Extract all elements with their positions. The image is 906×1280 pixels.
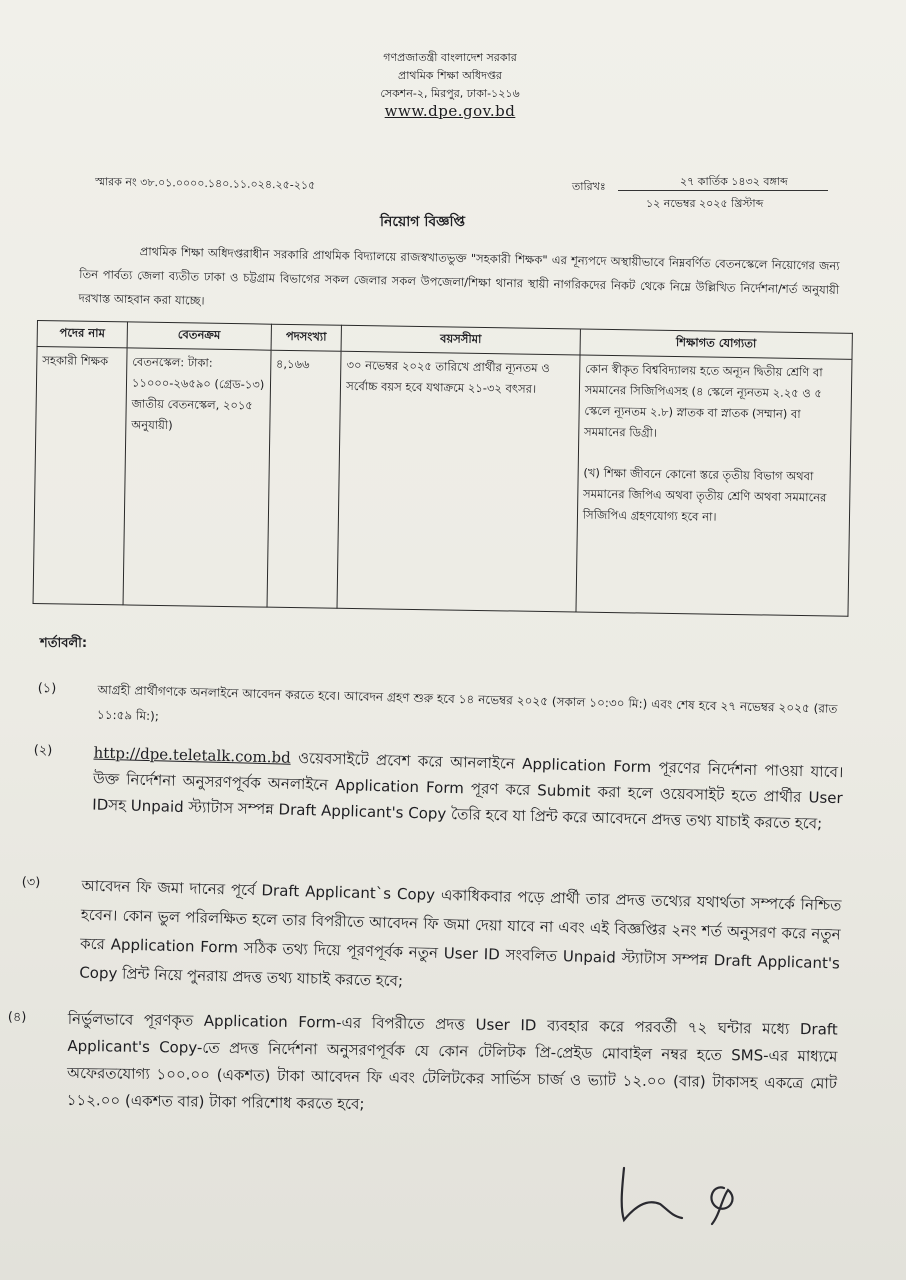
header-website: www.dpe.gov.bd	[384, 102, 516, 120]
condition-item	[7, 1005, 838, 1113]
condition-text: আগ্রহী প্রার্থীগণকে অনলাইনে আবেদন করতে হবে। আবেদন গ্রহণ শুরু হবে ১৪ নভেম্বর ২০২৫ (সকাল ১০:৩০ মি:) এবং শেষ হবে ২৭ নভেম্বর ২০২৫ (রাত ১১:৫৯ মি:);	[96, 682, 838, 724]
recruitment-table	[33, 320, 853, 617]
col-header-post: পদের নাম	[37, 321, 127, 348]
header-address: সেকশন-২, মিরপুর, ঢাকা-১২১৬	[380, 87, 520, 100]
condition-text: ওয়েবসাইটে প্রবেশ করে আনলাইনে Application Form পূরণের নির্দেশনা পাওয়া যাবে। উক্ত নির্দেশনা অনুসরণপূর্বক অনলাইনে Application Form পূরণ করে Submit করা হলে ওয়েবসাইট হতে প্রার্থীর User IDসহ Unpaid স্ট্যাটাস সম্পন্ন Draft Applicant's Copy তৈরি হবে যা প্রিন্ট করে আবেদনে প্রদত্ত তথ্য যাচাই করতে হবে;	[92, 748, 844, 833]
header-government: গণপ্রজাতন্ত্রী বাংলাদেশ সরকার	[383, 51, 517, 64]
condition-text: নির্ভুলভাবে পূরণকৃত Application Form-এর বিপরীতে প্রদত্ত User ID ব্যবহার করে পরবর্তী ৭২ ঘন্টার মধ্যে Draft Applicant's Copy-তে প্রদত্ত নির্দেশনা অনুসরণপূর্বক যে কোন টেলিটক প্রি-প্রেইড মোবাইল নম্বর হতে SMS-এর মাধ্যমে অফেরতযোগ্য ১০০.০০ (একশত) টাকা আবেদন ফি এবং টেলিটকের সার্ভিস চার্জ ও ভ্যাট ১২.০০ (বার) টাকাসহ একত্রে মোট ১১২.০০ (একশত বার) টাকা পরিশোধ করতে হবে;	[66, 1009, 838, 1113]
header-directorate: প্রাথমিক শিক্ষা অধিদপ্তর	[398, 69, 502, 82]
memo-reference: স্মারক নং ৩৮.০১.০০০০.১৪০.১১.০২৪.২৫-২১৫	[94, 175, 316, 192]
col-header-age-limit: বয়সসীমা	[341, 325, 580, 355]
signature	[612, 1158, 752, 1228]
condition-item	[37, 676, 838, 724]
condition-item	[21, 870, 842, 991]
col-header-qualification: শিক্ষাগত যোগ্যতা	[580, 329, 853, 359]
condition-number: (১)	[37, 680, 57, 697]
cell-qualification	[576, 355, 852, 616]
cell-post: সহকারী শিক্ষক	[33, 347, 127, 605]
condition-body	[92, 740, 844, 838]
conditions-title: শর্তাবলী:	[40, 636, 88, 651]
condition-text: আবেদন ফি জমা দানের পূর্বে Draft Applicant`s Copy একাধিকবার পড়ে প্রার্থী তার প্রদত্ত তথ্যের যথার্থতা সম্পর্কে নিশ্চিত হবেন। কোন ভুল পরিলক্ষিত হলে তার বিপরীতে আবেদন ফি জমা দেয়া যাবে না এবং এই বিজ্ঞপ্তির ২নং শর্ত অনুসরণ করে নতুন করে Application Form সঠিক তথ্য দিয়ে পূরণপূর্বক নতুন User ID সংবলিত Unpaid স্ট্যাটাস সম্পন্ন Draft Applicant's Copy প্রিন্ট নিয়ে পুনরায় প্রদত্ত তথ্য যাচাই করতে হবে;	[79, 876, 842, 991]
date-label: তারিখঃ	[572, 180, 606, 193]
date-english: ১২ নভেম্বর ২০২৫ খ্রিস্টাব্দ	[646, 197, 764, 210]
qualification-b: (খ) শিক্ষা জীবনে কোনো স্তরে তৃতীয় বিভাগ অথবা সমমানের জিপিএ অথবা তৃতীয় শ্রেণি অথবা সমমানের সিজিপিএ গ্রহণযোগ্য হবে না।	[582, 465, 827, 524]
col-header-posts-count: পদসংখ্যা	[271, 324, 342, 351]
condition-number: (৪)	[7, 1009, 27, 1026]
intro-paragraph: প্রাথমিক শিক্ষা অধিদপ্তরাধীন সরকারি প্রাথমিক বিদ্যালয়ে রাজস্বখাতভুক্ত "সহকারী শিক্ষক" এর শূন্যপদে অস্থায়ীভাবে নিম্নবর্ণিত বেতনস্কেলে নিয়োগের জন্য তিন পার্বত্য জেলা ব্যতীত ঢাকা ও চট্টগ্রাম বিভাগের সকল জেলার সকল উপজেলা/শিক্ষা থানার স্থায়ী নাগরিকদের নিকট থেকে নিম্নে উল্লিখিত নির্দেশনা/শর্ত অনুযায়ী দরখাস্ত আহবান করা যাচ্ছে।	[78, 244, 840, 308]
cell-age-limit: ৩০ নভেম্বর ২০২৫ তারিখে প্রার্থীর ন্যূনতম ও সর্বোচ্চ বয়স হবে যথাক্রমে ২১-৩২ বৎসর।	[337, 351, 580, 612]
cell-pay-scale: বেতনস্কেল: টাকা: ১১০০০-২৬৫৯০ (গ্রেড-১৩) জাতীয় বেতনস্কেল, ২০১৫ অনুযায়ী)	[123, 348, 271, 607]
teletalk-link[interactable]: http://dpe.teletalk.com.bd	[93, 743, 291, 767]
col-header-pay-scale: বেতনক্রম	[127, 322, 271, 350]
cell-posts-count: ৪,১৬৬	[267, 350, 342, 608]
table-row	[33, 347, 852, 617]
condition-number: (৩)	[21, 874, 41, 891]
notice-title: নিয়োগ বিজ্ঞপ্তি	[380, 214, 466, 230]
qualification-a: কোন স্বীকৃত বিশ্ববিদ্যালয় হতে অন্যূন দ্বিতীয় শ্রেণি বা সমমানের সিজিপিএসহ (৪ স্কেলে ন্যূনতম ২.২৫ ও ৫ স্কেলে ন্যূনতম ২.৮) স্নাতক বা স্নাতক (সম্মান) বা সমমানের ডিগ্রী।	[583, 361, 823, 440]
condition-number: (২)	[33, 742, 53, 759]
date-bangla: ২৭ কার্তিক ১৪৩২ বঙ্গাব্দ	[680, 175, 788, 188]
